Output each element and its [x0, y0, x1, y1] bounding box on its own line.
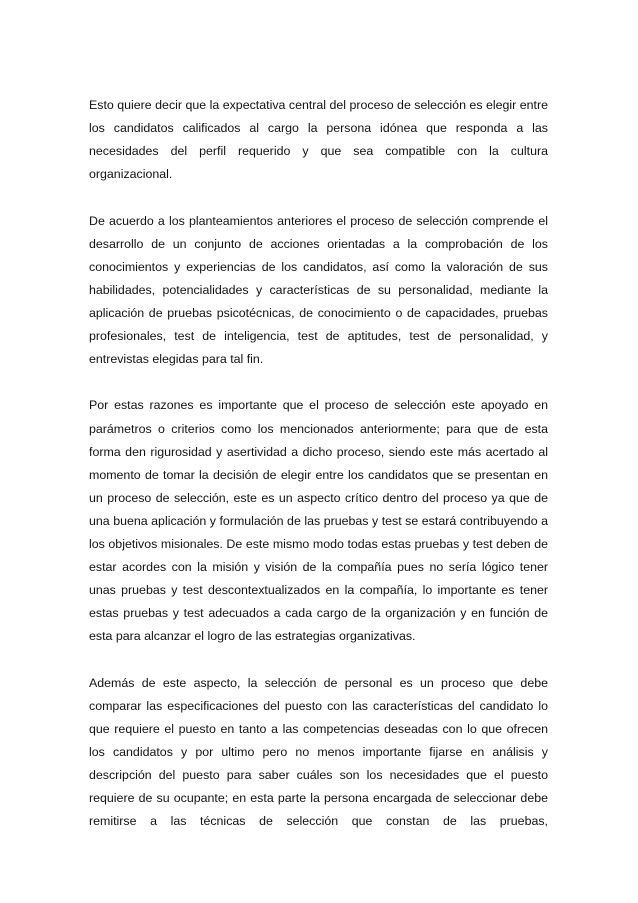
paragraph-1: Esto quiere decir que la expectativa central del proceso de selección es elegir entre los candidatos calificados al cargo la persona idónea que responda a las necesidades del perfil requerido y que sea compatible con la cultura organizacional.: [89, 98, 548, 182]
paragraph-3: Por estas razones es importante que el proceso de selección este apoyado en parámetros o criterios como los mencionados anteriormente; para que de esta forma den rigurosidad y asertividad a dicho proceso, siendo este más acertado al momento de tomar la decisión de elegir entre los candidatos que se presentan en un proceso de selección, este es un aspecto crítico dentro del proceso ya que de una buena aplicación y formulación de las pruebas y test se estará contribuyendo a los objetivos misionales. De este mismo modo todas estas pruebas y test deben de estar acordes con la misión y visión de la compañía pues no sería lógico tener unas pruebas y test descontextualizados en la compañía, lo importante es tener estas pruebas y test adecuados a cada cargo de la organización y en función de esta para alcanzar el logro de las estrategias organizativas.: [89, 398, 548, 644]
document-body: [89, 94, 548, 833]
paragraph-4: Además de este aspecto, la selección de personal es un proceso que debe comparar las especificaciones del puesto con las características del candidato lo que requiere el puesto en tanto a las competencias deseadas con lo que ofrecen los candidatos y por ultimo pero no menos importante fijarse en análisis y descripción del puesto para saber cuáles son los necesidades que el puesto requiere de su ocupante; en esta parte la persona encargada de seleccionar debe remitirse a las técnicas de selección que constan de las pruebas,: [89, 675, 548, 829]
paragraph-2: De acuerdo a los planteamientos anteriores el proceso de selección comprende el desarrollo de un conjunto de acciones orientadas a la comprobación de los conocimientos y experiencias de los candidatos, así como la valoración de sus habilidades, potencialidades y características de su personalidad, mediante la aplicación de pruebas psicotécnicas, de conocimiento o de capacidades, pruebas profesionales, test de inteligencia, test de aptitudes, test de personalidad, y entrevistas elegidas para tal fin.: [89, 213, 548, 367]
